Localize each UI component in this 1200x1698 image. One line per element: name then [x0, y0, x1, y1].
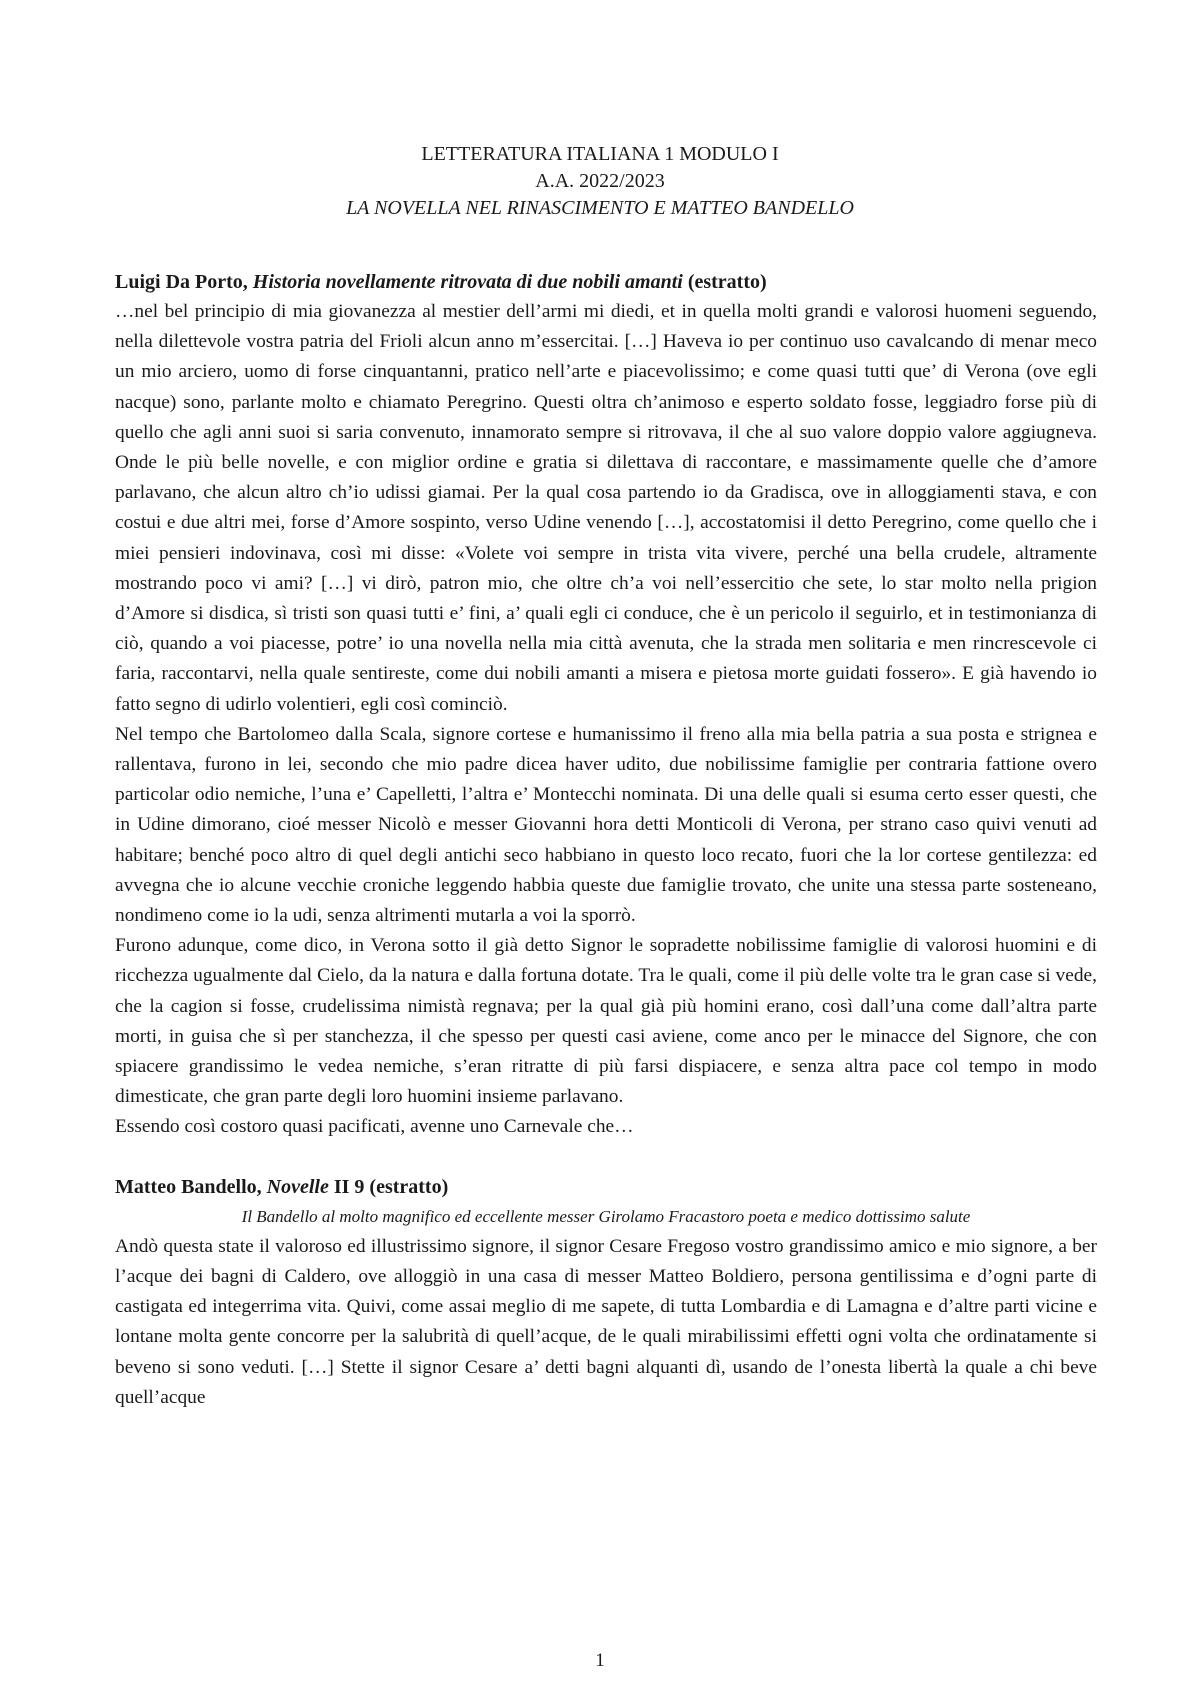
section-author: Matteo Bandello,	[115, 1175, 267, 1198]
course-title: LETTERATURA ITALIANA 1 MODULO I	[421, 143, 779, 165]
paragraph: Essendo così costoro quasi pacificati, avenne uno Carnevale che…	[115, 1116, 634, 1138]
paragraph: Andò questa state il valoroso ed illustrissimo signore, il signor Cesare Fregoso vostro grandissimo amico e mio signore, a ber l’acque dei bagni di Caldero, ove alloggiò in una casa di messer Matteo Boldiero, persona gentilissima e d’ogni parte di castigata ed integerrima vita. Quivi, come assai meglio di me sapete, di tutta Lombardia e di Lamagna e d’altre parti vicine e lontane molta gente concorre per la salubrità di quell’acque, de le quali mirabilissimi effetti ogni volta che ordinatamente si beveno si sono veduti. […] Stette il signor Cesare a’ detti bagni alquanti dì, usando de l’onesta libertà la quale a chi beve quell’acque	[115, 1235, 1097, 1408]
paragraph: Nel tempo che Bartolomeo dalla Scala, signore cortese e humanissimo il freno alla mia bella patria a sua posta e strignea e rallentava, furono in lei, secondo che mio padre dicea haver udito, due nobilissime famiglie per contraria fattione overo particolar odio nemiche, l’una e’ Capelletti, l’altra e’ Montecchi nominata. Di una delle quali si esuma certo esser questi, che in Udine dimorano, cioé messer Nicolò e messer Giovanni hora detti Monticoli di Verona, per strano caso quivi venuti ad habitare; benché poco altro di quel degli antichi seco habbiano in questo loco recato, fuori che la lor cortese gentilezza: ed avvegna che io alcune vecchie croniche leggendo habbia queste due famiglie trovato, che unite una stessa parte sosteneano, nondimeno come io la udi, senza altrimenti mutarla a voi la sporrò.	[115, 723, 1097, 927]
section-author: Luigi Da Porto,	[115, 271, 253, 293]
document-body	[115, 267, 1097, 1413]
section-note: (estratto)	[682, 271, 767, 293]
paragraph: …nel bel principio di mia giovanezza al mestier dell’armi mi diedi, et in quella molti grandi e valorosi huomeni seguendo, nella dilettevole vostra patria del Frioli alcun anno m’essercitai. […] Haveva io per continuo uso cavalcando di menar meco un mio arciero, uomo di forse cinquantanni, pratico nell’arte e piacevolissimo; e come quasi tutti que’ di Verona (ove egli nacque) sono, parlante molto e chiamato Peregrino. Questi oltra ch’animoso e esperto soldato fosse, leggiadro forse più di quello che agli anni suoi si saria convenuto, innamorato sempre si ritrovava, il che al suo valore doppio valore aggiugneva. Onde le più belle novelle, e con miglior ordine e gratia si dilettava di raccontare, e massimamente quelle che d’amore parlavano, che alcun altro ch’io udissi giamai. Per la qual cosa partendo io da Gradisca, ove in alloggiamenti stava, e con costui e due altri mei, forse d’Amore sospinto, verso Udine venendo […], accostatomisi il detto Peregrino, come quello che i miei pensieri indovinava, così mi disse: «Volete voi sempre in trista vita vivere, perché una bella crudele, altramente mostrando poco vi ami? […] vi dirò, patron mio, che oltre ch’a voi nell’essercitio che sete, lo star molto nella prigion d’Amore si disdica, sì tristi son quasi tutti e’ fini, a’ quali egli ci conduce, che è un pericolo il seguirlo, et in testimonianza di ciò, quando a voi piacesse, potre’ io una novella nella mia città avenuta, che la strada men solitaria e men rincrescevole ci faria, raccontarvi, nella quale sentireste, come dui nobili amanti a misera e pietosa morte guidati fossero». E già havendo io fatto segno di udirlo volentieri, egli così cominciò.	[115, 301, 1097, 715]
section-note: II 9 (estratto)	[328, 1175, 449, 1198]
document-header	[0, 141, 1200, 222]
course-subtitle: LA NOVELLA NEL RINASCIMENTO E MATTEO BANDELLO	[346, 197, 854, 219]
page-number: 1	[595, 1650, 605, 1671]
academic-year: A.A. 2022/2023	[535, 170, 665, 192]
section-work-title: Historia novellamente ritrovata di due nobili amanti	[252, 271, 683, 293]
section-work-title: Novelle	[266, 1175, 329, 1198]
paragraph: Furono adunque, come dico, in Verona sotto il già detto Signor le sopradette nobilissime famiglie di valorosi huomini e di ricchezza ugualmente dal Cielo, da la natura e dalla fortuna dotate. Tra le quali, come il più delle volte tra le gran case si vede, che la cagion si fosse, crudelissima nimistà regnava; per la qual già più homini erano, così dall’una come dall’altra parte morti, in guisa che sì per stanchezza, il che spesso per questi casi aviene, come anco per le minacce del Signore, che con spiacere grandissimo le vedea nemiche, s’eran ritratte di più farsi dispiacere, e senza altra pace col tempo in modo dimesticate, che gran parte degli loro huomini insieme parlavano.	[115, 935, 1097, 1108]
section-spacer	[115, 1143, 1097, 1172]
dedication: Il Bandello al molto magnifico ed eccellente messer Girolamo Fracastoro poeta e medico dottissimo salute	[241, 1206, 971, 1226]
section-title-bandello	[115, 1172, 1097, 1202]
section-title-da-porto	[115, 267, 1097, 297]
